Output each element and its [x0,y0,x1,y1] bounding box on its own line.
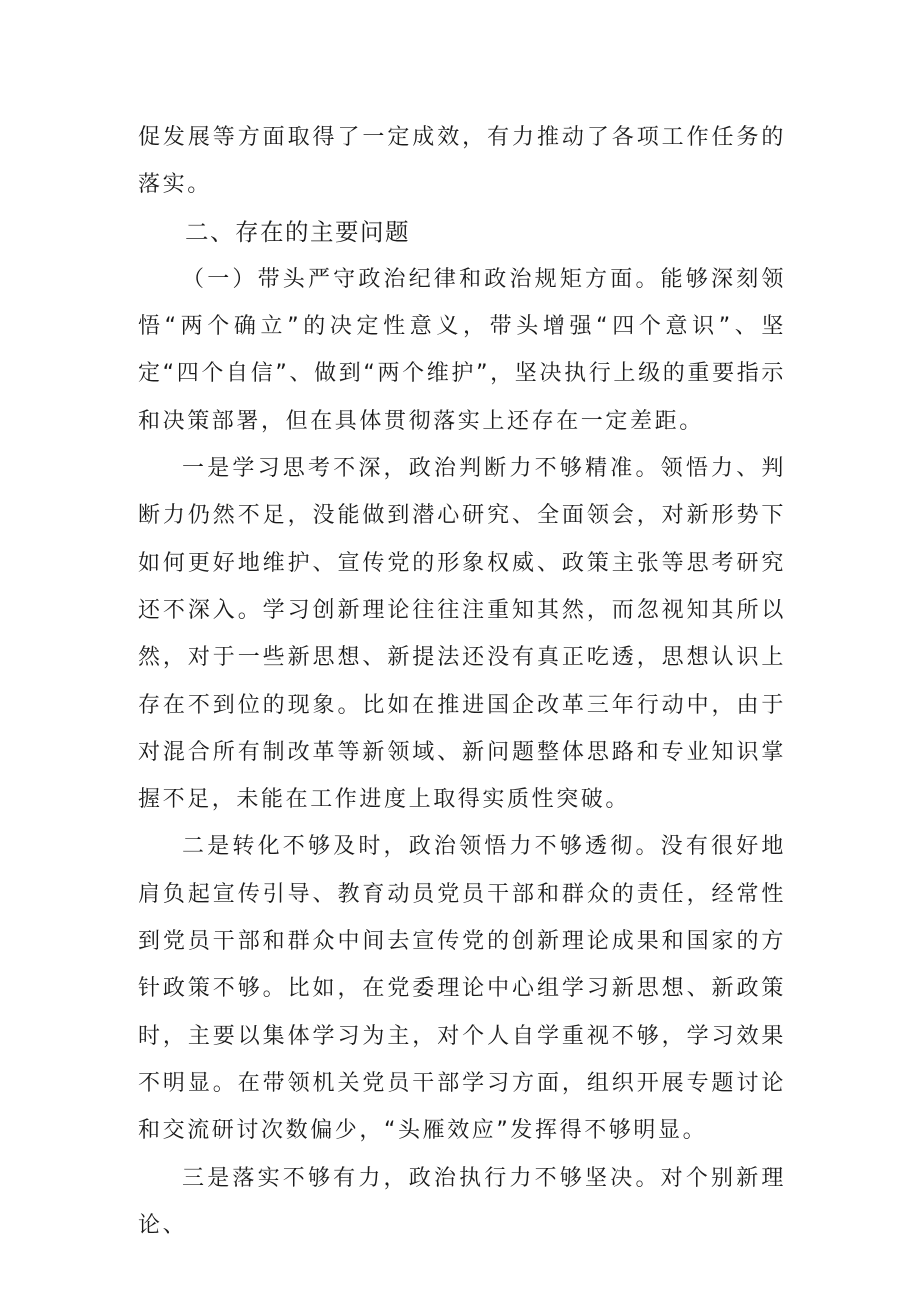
paragraph-point-two: 二是转化不够及时，政治领悟力不够透彻。没有很好地肩负起宣传引导、教育动员党员干部和群众的责任，经常性到党员干部和群众中间去宣传党的创新理论成果和国家的方针政策不够。比如，在党委理论中心组学习新思想、新政策时，主要以集体学习为主，对个人自学重视不够，学习效果不明显。在带领机关党员干部学习方面，组织开展专题讨论和交流研讨次数偏少，“头雁效应”发挥得不够明显。 [138,834,786,1144]
paragraph-point-one: 一是学习思考不深，政治判断力不够精准。领悟力、判断力仍然不足，没能做到潜心研究、全面领会，对新形势下如何更好地维护、宣传党的形象权威、政策主张等思考研究还不深入。学习创新理论往往注重知其然，而忽视知其所以然，对于一些新思想、新提法还没有真正吃透，思想认识上存在不到位的现象。比如在推进国企改革三年行动中，由于对混合所有制改革等新领域、新问题整体思路和专业知识掌握不足，未能在工作进度上取得实质性突破。 [138,456,786,813]
paragraph-point-three: 三是落实不够有力，政治执行力不够坚决。对个别新理论、 [138,1165,786,1238]
section-heading: 二、存在的主要问题 [185,217,410,246]
opening-line: 促发展等方面取得了一定成效，有力推动了各项工作任务的落实。 [138,125,786,198]
paragraph-political-discipline: （一）带头严守政治纪律和政治规矩方面。能够深刻领悟“两个确立”的决定性意义，带头增强“四个意识”、坚定“四个自信”、做到“两个维护”，坚决执行上级的重要指示和决策部署，但在具体贯彻落实上还存在一定差距。 [138,266,786,434]
document-body [138,114,786,1249]
